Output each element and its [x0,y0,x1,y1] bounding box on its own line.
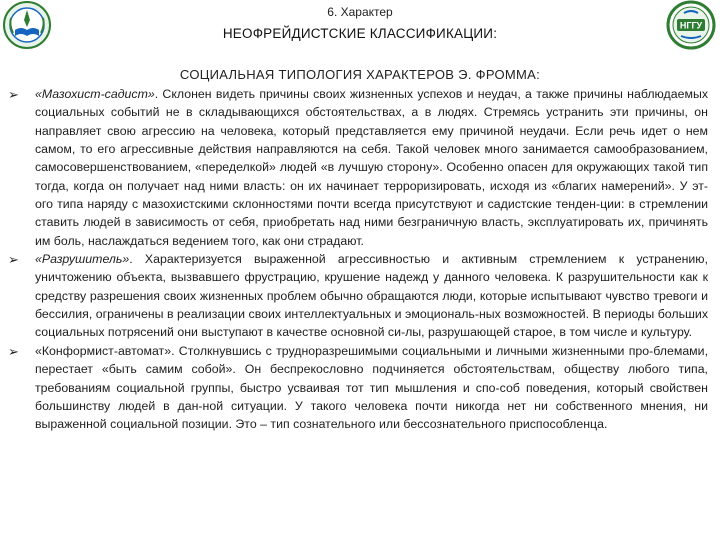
type-name: «Конформист-автомат» [35,343,172,358]
arrow-bullet-icon: ➢ [8,343,19,359]
section-header: 6. Характер [327,5,393,19]
svg-text:НГГУ: НГГУ [679,20,703,31]
item-paragraph [35,250,708,342]
list-item-conformist-automaton [8,342,708,434]
type-description: . Столкнувшись с трудноразрешимыми социальными и личными жизненными про-блемами, перестает «быть самим собой». Он беспрекословно подчиняется обстоятельствам, обществу любого типа, требованиям социальной группы, быстро усваивая тот тип мышления и спо-соб поведения, который свойствен большинству людей в дан-ной ситуации. У такого человека почти никогда нет ни собственного мнения, ни выраженной социальной позиции. Это – тип сознательного или бессознательного приспособленца. [35,343,708,432]
type-name: «Мазохист-садист» [35,87,155,101]
item-paragraph [35,342,708,434]
arrow-bullet-icon: ➢ [8,252,19,268]
type-name: «Разрушитель» [35,252,130,267]
subtitle: СОЦИАЛЬНАЯ ТИПОЛОГИЯ ХАРАКТЕРОВ Э. ФРОММА: [179,67,541,82]
content-list [8,85,708,434]
list-item-masochist-sadist [8,85,708,250]
type-description: . Склонен видеть причины своих жизненных успехов и неудач, а также причины наблюдаемых социальных событий не в складывающихся обстоятельствах, а в людях. Стремясь устранить эти причины, он направляет свою агрессию на человека, который представляется ему причиной неудачи. Если речь идет о нем самом, то его агрессивные действия направляются на себя. Такой человек много занимается самообразованием, самосовершенствованием, «переделкой» людей «в лучшую сторону». Особенно опасен для окружающих такой тип тогда, когда он получает над ними власть: он их начинает терроризировать, исходя из «благих намерений». У эт- ого типа наряду с мазохистскими склонностями почти всегда присутствуют и садистские тенден-ции: в стремлении ставить людей в зависимость от себя, приобретать над ними безграничную власть, эксплуатировать их, причинять им боль, наслаждаться ведением того, как они страдают. [35,87,708,248]
item-paragraph [35,85,708,250]
arrow-bullet-icon: ➢ [8,87,19,102]
list-item-destroyer [8,250,708,342]
type-description: . Характеризуется выраженной агрессивностью и активным стремлением к устранению, уничтожению объекта, вызвавшего фрустрацию, крушение надежд у данного человека. К разрушительности как к средству разрешения своих жизненных проблем обычно обращаются люди, которые испытывают чувство тревоги и бессилия, ограничены в реализации своих интеллектуальных и эмоциональ-ных возможностей. В периоды больших социальных потрясений они выступают в качестве основной си-лы, разрушающей старое, в том числе и культуру. [35,252,708,340]
page-title: НЕОФРЕЙДИСТСКИЕ КЛАССИФИКАЦИИ: [222,26,498,41]
